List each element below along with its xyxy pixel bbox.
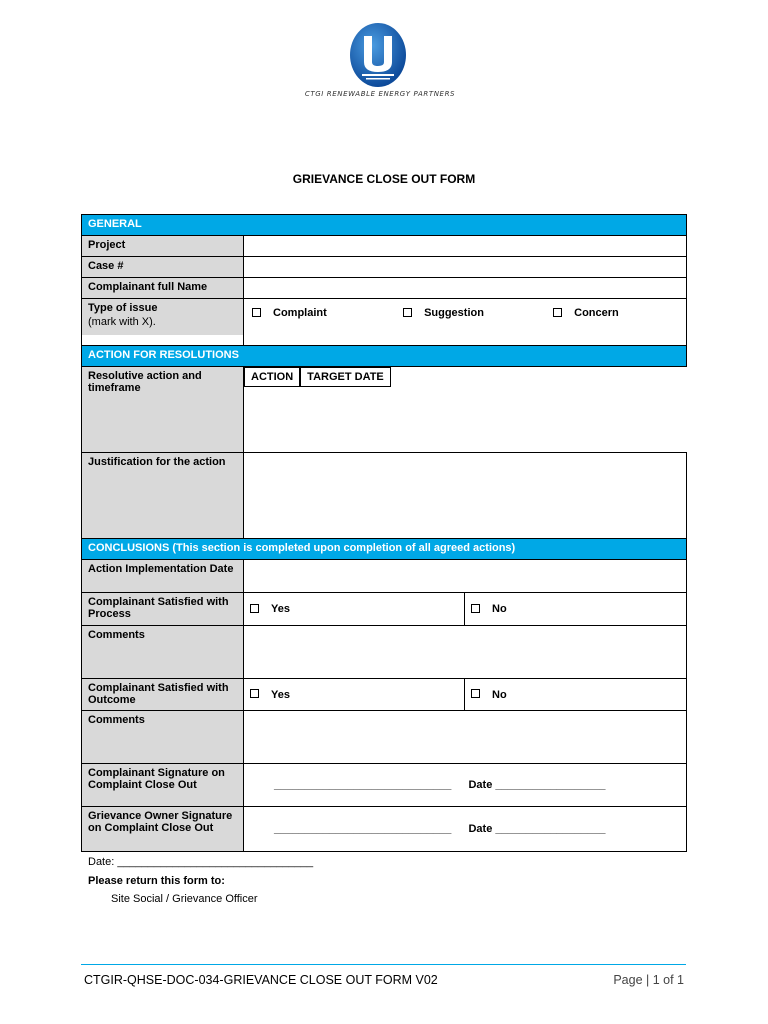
type-of-issue-title: Type of issue [82,299,243,314]
process-no-label: No [492,603,507,615]
complainant-name-label: Complainant full Name [82,278,244,299]
case-label: Case # [82,257,244,278]
complainant-signature-field[interactable] [244,764,687,807]
section-header-general: GENERAL [82,215,687,236]
suggestion-checkbox[interactable] [403,308,412,317]
outcome-no-checkbox[interactable] [471,689,480,698]
process-yes-label: Yes [271,603,290,615]
section-header-action: ACTION FOR RESOLUTIONS [82,346,687,367]
owner-signature-date: Date __________________ [468,823,606,835]
action-column[interactable] [244,367,300,387]
process-no-checkbox[interactable] [471,604,480,613]
type-of-issue-hint: (mark with X). [82,314,243,335]
project-label: Project [82,236,244,257]
page-number: Page | 1 of 1 [613,973,684,987]
outcome-comments-label: Comments [82,711,244,764]
company-logo [348,22,408,88]
complainant-signature-date: Date __________________ [468,779,606,791]
project-field[interactable] [244,236,687,257]
footer-date-line: Date: ________________________________ [88,856,314,868]
section-header-conclusions: CONCLUSIONS (This section is completed upon completion of all agreed actions) [82,539,687,560]
suggestion-option-label: Suggestion [424,307,484,319]
target-date-column[interactable] [300,367,391,387]
satisfied-outcome-no [465,679,687,711]
target-date-column-header: TARGET DATE [307,371,384,383]
outcome-comments-field[interactable] [244,711,687,764]
satisfied-process-yes [244,593,465,626]
footer-divider [81,964,686,965]
implementation-date-field[interactable] [244,560,687,593]
complainant-name-field[interactable] [244,278,687,299]
case-field[interactable] [244,257,687,278]
type-of-issue-options [244,299,687,346]
satisfied-outcome-yes [244,679,465,711]
return-recipient: Site Social / Grievance Officer [111,893,258,905]
satisfied-outcome-label: Complainant Satisfied with Outcome [82,679,244,711]
document-id: CTGIR-QHSE-DOC-034-GRIEVANCE CLOSE OUT FORM V02 [84,973,438,987]
process-comments-label: Comments [82,626,244,679]
complainant-signature-line: _____________________________ [274,779,452,791]
return-instructions: Please return this form to: [88,875,225,887]
action-column-header: ACTION [251,371,294,383]
resolutive-action-label: Resolutive action and timeframe [82,367,244,453]
owner-signature-line: _____________________________ [274,823,452,835]
grievance-form-table [81,214,687,852]
logo-caption: CTGI RENEWABLE ENERGY PARTNERS [304,90,456,98]
justification-label: Justification for the action [82,453,244,539]
complaint-checkbox[interactable] [252,308,261,317]
complainant-signature-label: Complainant Signature on Complaint Close Out [82,764,244,807]
outcome-yes-checkbox[interactable] [250,689,259,698]
concern-option-label: Concern [574,307,619,319]
process-comments-field[interactable] [244,626,687,679]
type-of-issue-label [82,299,244,346]
satisfied-process-label: Complainant Satisfied with Process [82,593,244,626]
process-yes-checkbox[interactable] [250,604,259,613]
concern-checkbox[interactable] [553,308,562,317]
owner-signature-label: Grievance Owner Signature on Complaint Close Out [82,807,244,852]
implementation-date-label: Action Implementation Date [82,560,244,593]
outcome-no-label: No [492,688,507,701]
owner-signature-field[interactable] [244,807,687,852]
outcome-yes-label: Yes [271,688,290,701]
satisfied-process-no [465,593,687,626]
complaint-option-label: Complaint [273,307,327,319]
form-title: GRIEVANCE CLOSE OUT FORM [292,172,476,186]
justification-field[interactable] [244,453,687,539]
